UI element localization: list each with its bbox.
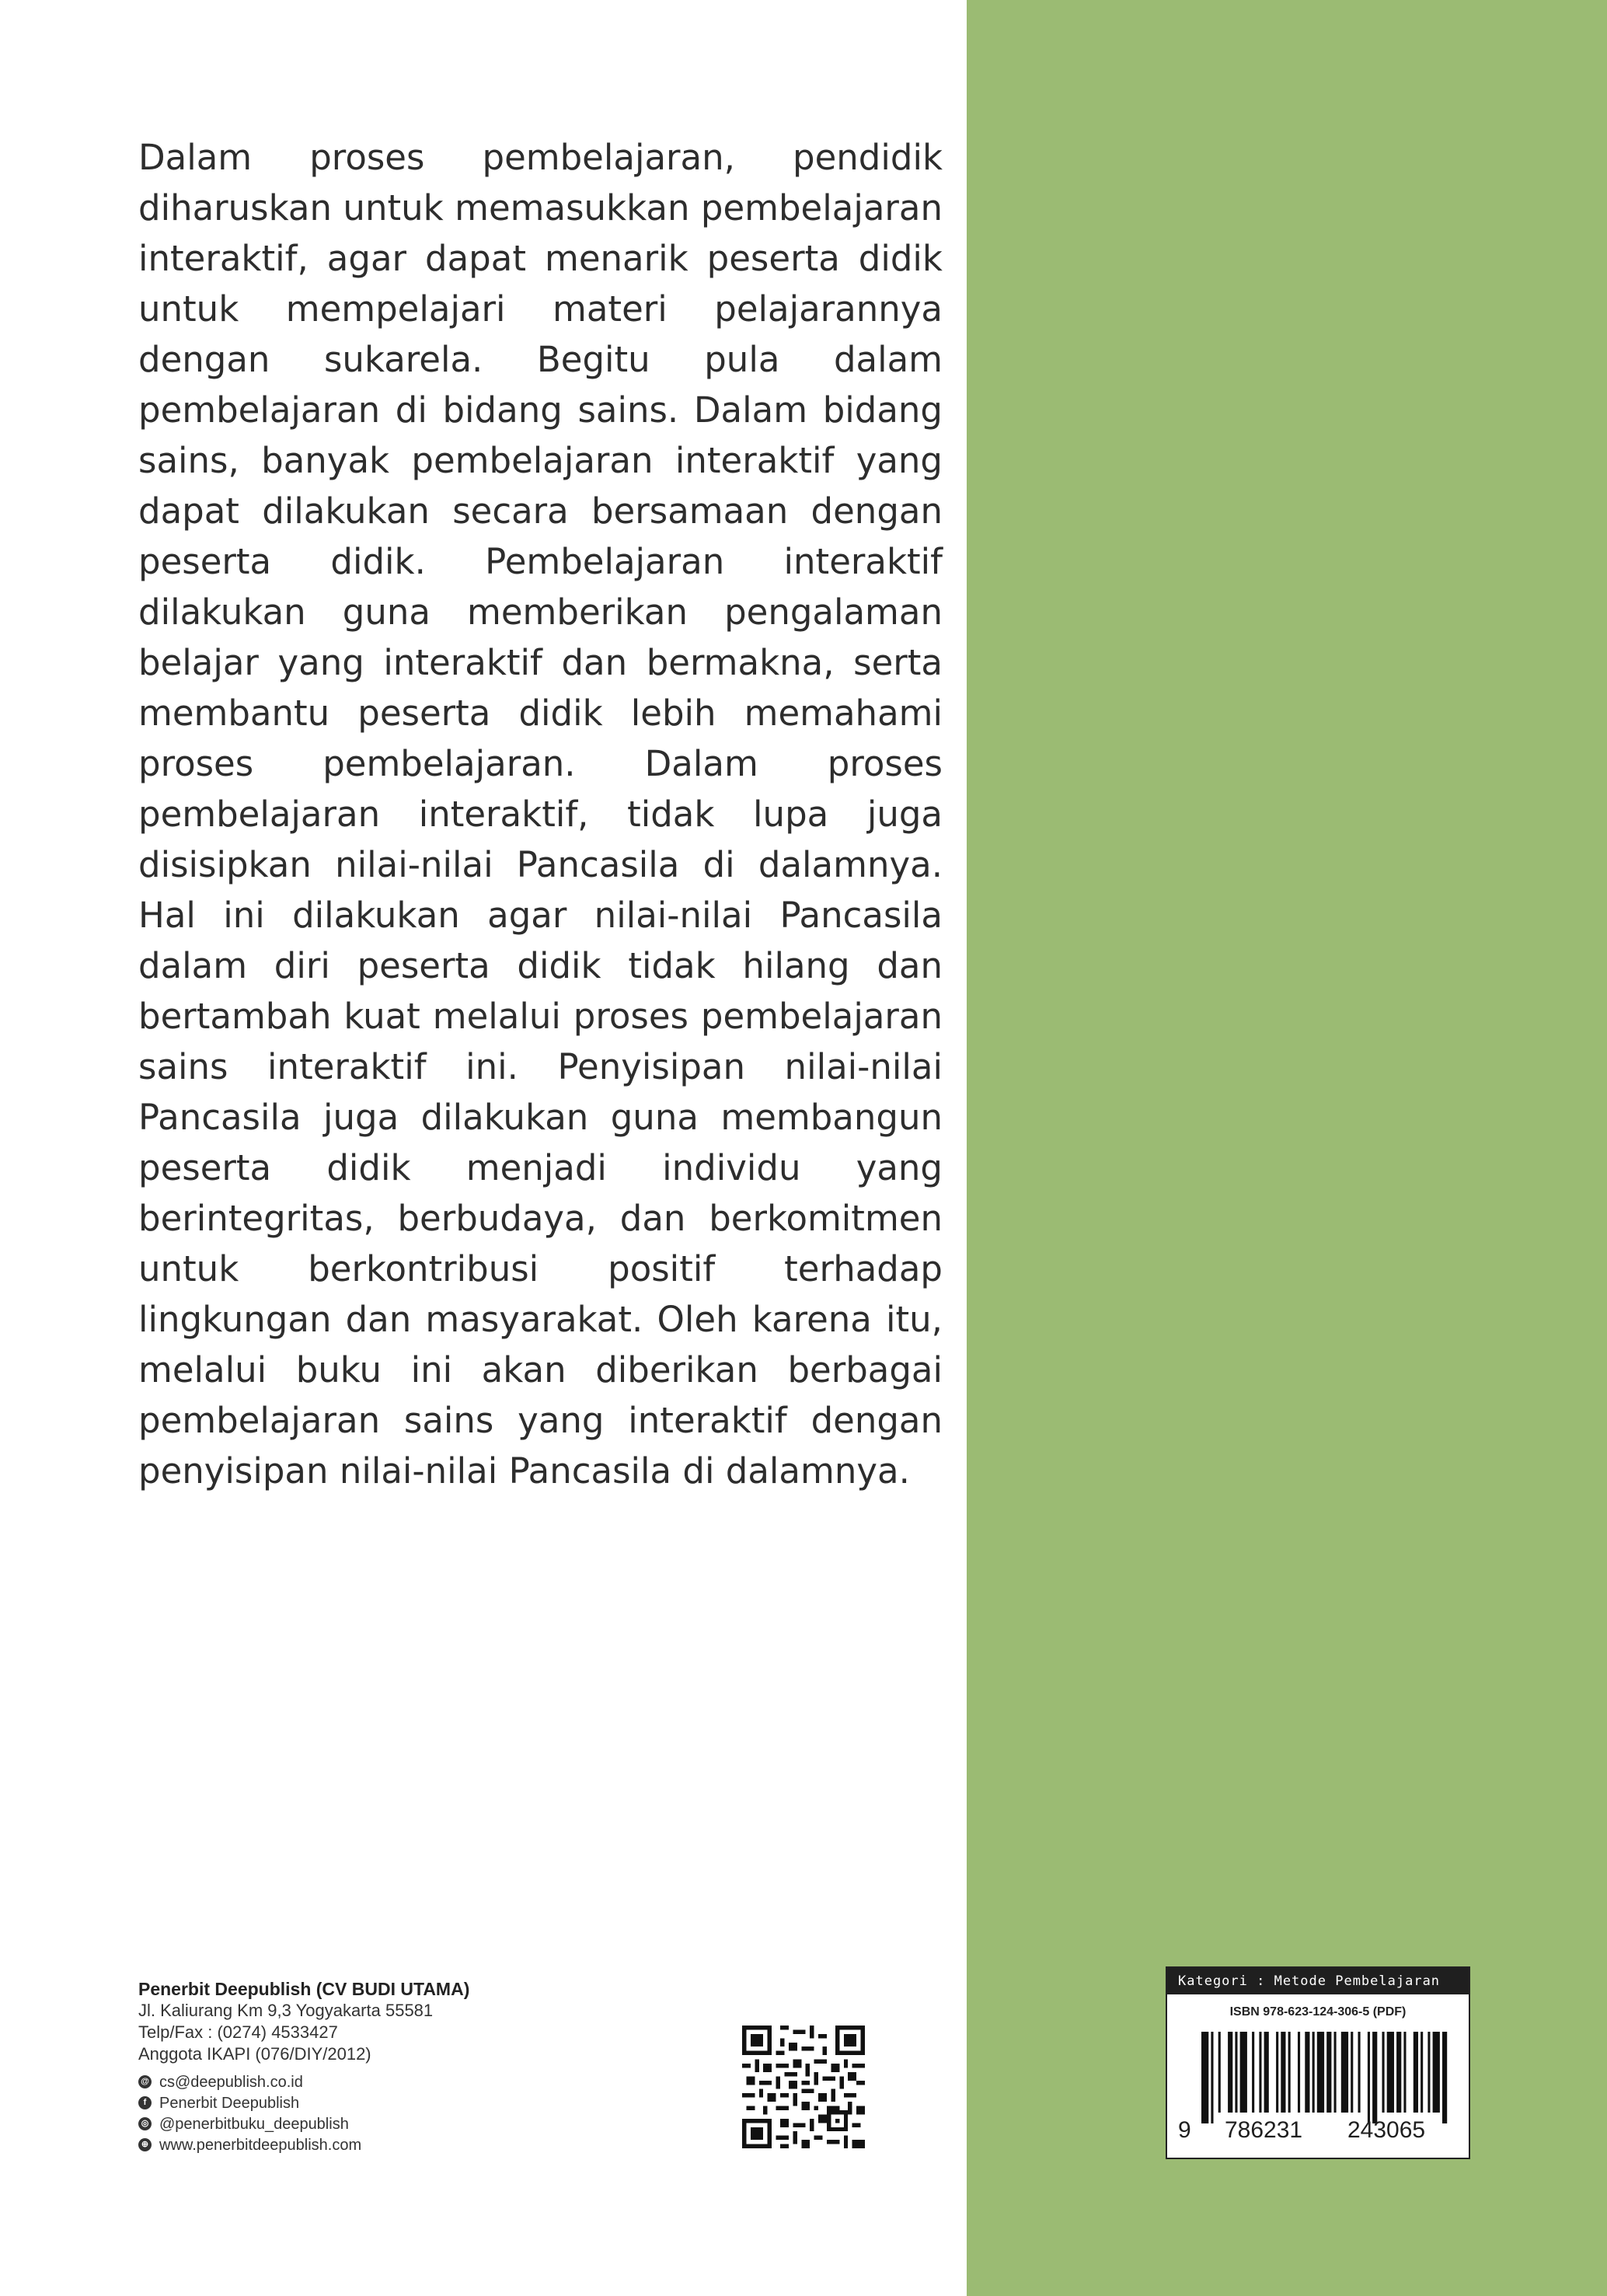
email-icon: @ [138, 2075, 152, 2088]
barcode-bar [1305, 2032, 1309, 2113]
barcode-bar [1264, 2032, 1269, 2113]
barcode-bar [1211, 2032, 1213, 2123]
barcode-bar [1235, 2032, 1237, 2113]
contact-website [138, 2134, 682, 2155]
isbn-number: ISBN 978-623-124-306-5 (PDF) [1229, 2005, 1407, 2019]
category-label: Kategori : Metode Pembelajaran [1167, 1968, 1469, 1994]
publisher-address: Jl. Kaliurang Km 9,3 Yogyakarta 55581 [138, 2001, 434, 2020]
barcode-right-digits: 243065 [1347, 2117, 1426, 2143]
barcode-bar [1442, 2032, 1447, 2123]
barcode-bar [1421, 2032, 1423, 2113]
barcode-bar [1201, 2032, 1208, 2123]
barcode [1178, 2032, 1458, 2123]
barcode-bar [1288, 2032, 1291, 2113]
barcode-bar [1240, 2032, 1247, 2113]
barcode-bar [1351, 2032, 1353, 2113]
barcode-bar [1228, 2032, 1232, 2113]
contact-list [138, 2071, 682, 2155]
contact-email [138, 2071, 682, 2092]
barcode-bar [1259, 2032, 1261, 2113]
green-side-panel [967, 0, 1607, 2296]
barcode-lead-digit: 9 [1178, 2117, 1191, 2143]
barcode-bar [1334, 2032, 1337, 2113]
publisher-info [138, 1978, 682, 2155]
barcode-bar [1252, 2032, 1254, 2113]
barcode-bar [1298, 2032, 1300, 2113]
qr-code-icon[interactable] [742, 2026, 865, 2148]
contact-website-text[interactable]: www.penerbitdeepublish.com [159, 2136, 362, 2154]
contact-instagram-text[interactable]: @penerbitbuku_deepublish [159, 2115, 349, 2133]
barcode-bar [1387, 2032, 1394, 2113]
instagram-icon: ◎ [138, 2117, 152, 2130]
barcode-bar [1403, 2032, 1406, 2113]
contact-email-text[interactable]: cs@deepublish.co.id [159, 2073, 303, 2091]
barcode-bar [1368, 2032, 1370, 2123]
isbn-barcode-box [1166, 1966, 1470, 2159]
barcode-bar [1312, 2032, 1315, 2113]
facebook-icon: f [138, 2096, 152, 2109]
barcode-digits [1167, 2117, 1472, 2148]
barcode-bar [1427, 2032, 1430, 2113]
barcode-bar [1414, 2032, 1418, 2113]
barcode-bar [1276, 2032, 1278, 2113]
barcode-bar [1281, 2032, 1285, 2113]
publisher-name: Penerbit Deepublish (CV BUDI UTAMA) [138, 1979, 470, 1999]
barcode-bar [1317, 2032, 1324, 2113]
contact-instagram [138, 2113, 682, 2134]
contact-facebook-text[interactable]: Penerbit Deepublish [159, 2094, 300, 2112]
barcode-left-digits: 786231 [1225, 2117, 1303, 2143]
barcode-bar [1372, 2032, 1377, 2123]
contact-facebook [138, 2092, 682, 2113]
barcode-bar [1358, 2032, 1361, 2113]
barcode-bar [1326, 2032, 1331, 2113]
barcode-bar [1396, 2032, 1401, 2113]
publisher-member: Anggota IKAPI (076/DIY/2012) [138, 2044, 371, 2064]
barcode-bar [1218, 2032, 1221, 2113]
barcode-bar [1433, 2032, 1440, 2113]
barcode-bar [1341, 2032, 1348, 2113]
barcode-bar [1382, 2032, 1385, 2113]
web-icon: ⊕ [138, 2138, 152, 2151]
publisher-phone: Telp/Fax : (0274) 4533427 [138, 2022, 338, 2042]
back-cover-blurb: Dalam proses pembelajaran, pendidik diharuskan untuk memasukkan pembelajaran interaktif, agar dapat menarik peserta didik untuk mempelajari materi pelajarannya dengan sukarela. Begitu pula dalam pembelajaran di bidang sains. Dalam bidang sains, banyak pembelajaran interaktif yang dapat dilakukan secara bersamaan dengan peserta didik. Pembelajaran interaktif dilakukan guna memberikan pengalaman belajar yang interaktif dan bermakna, serta membantu peserta didik lebih memahami proses pembelajaran. Dalam proses pembelajaran interaktif, tidak lupa juga disisipkan nilai-nilai Pancasila di dalamnya. Hal ini dilakukan agar nilai-nilai Pancasila dalam diri peserta didik tidak hilang dan bertambah kuat melalui proses pembelajaran sains interaktif ini. Penyisipan nilai-nilai Pancasila juga dilakukan guna membangun peserta didik menjadi individu yang berintegritas, berbudaya, dan berkomitmen untuk berkontribusi positif terhadap lingkungan dan masyarakat. Oleh karena itu, melalui buku ini akan diberikan berbagai pembelajaran sains yang interaktif dengan penyisipan nilai-nilai Pancasila di dalamnya. [138, 137, 943, 1492]
